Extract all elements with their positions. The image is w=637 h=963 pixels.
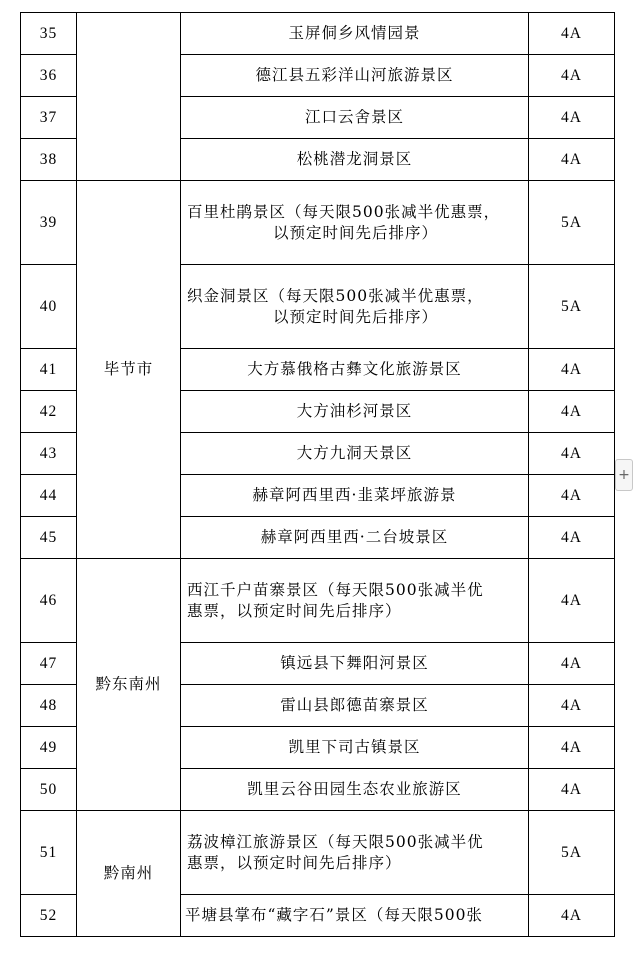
scenic-level: 4A xyxy=(529,727,615,769)
scenic-level: 4A xyxy=(529,475,615,517)
scenic-name xyxy=(181,811,529,895)
scenic-name: 玉屏侗乡风情园景 xyxy=(181,13,529,55)
row-number: 38 xyxy=(21,139,77,181)
row-number: 50 xyxy=(21,769,77,811)
scenic-name-line1: 百里杜鹃景区（每天限500张减半优惠票， xyxy=(187,202,501,221)
scenic-name-line2: 以预定时间先后排序） xyxy=(272,223,438,242)
scenic-level: 4A xyxy=(529,55,615,97)
scenic-name: 雷山县郎德苗寨景区 xyxy=(181,685,529,727)
scenic-name-line1: 荔波樟江旅游景区（每天限500张减半优 xyxy=(187,832,484,851)
row-number: 35 xyxy=(21,13,77,55)
city-cell-prev xyxy=(77,13,181,181)
row-number: 51 xyxy=(21,811,77,895)
row-number: 45 xyxy=(21,517,77,559)
table-row xyxy=(21,181,615,265)
row-number: 37 xyxy=(21,97,77,139)
scenic-name: 赫章阿西里西·韭菜坪旅游景 xyxy=(181,475,529,517)
scenic-spot-table xyxy=(20,12,615,937)
row-number: 52 xyxy=(21,895,77,937)
scenic-level: 4A xyxy=(529,139,615,181)
table-row xyxy=(21,811,615,895)
scenic-level: 4A xyxy=(529,559,615,643)
scenic-level: 4A xyxy=(529,349,615,391)
scenic-level: 4A xyxy=(529,433,615,475)
scenic-name-line2: 惠票，以预定时间先后排序） xyxy=(187,601,402,620)
scenic-name-line2: 惠票，以预定时间先后排序） xyxy=(187,853,402,872)
scenic-name xyxy=(181,265,529,349)
scenic-name xyxy=(181,181,529,265)
scenic-level: 4A xyxy=(529,97,615,139)
scenic-level: 4A xyxy=(529,685,615,727)
row-number: 43 xyxy=(21,433,77,475)
row-number: 40 xyxy=(21,265,77,349)
table-row xyxy=(21,13,615,55)
row-number: 42 xyxy=(21,391,77,433)
city-cell-bijie: 毕节市 xyxy=(77,181,181,559)
scenic-name-line1: 织金洞景区（每天限500张减半优惠票， xyxy=(187,286,484,305)
scenic-name-line2: 以预定时间先后排序） xyxy=(272,307,438,326)
row-number: 46 xyxy=(21,559,77,643)
scenic-name: 大方慕俄格古彝文化旅游景区 xyxy=(181,349,529,391)
scenic-name-line1: 西江千户苗寨景区（每天限500张减半优 xyxy=(187,580,484,599)
row-number: 44 xyxy=(21,475,77,517)
row-number: 47 xyxy=(21,643,77,685)
scenic-level: 4A xyxy=(529,13,615,55)
scenic-level: 5A xyxy=(529,181,615,265)
scenic-level: 5A xyxy=(529,811,615,895)
scenic-name: 大方油杉河景区 xyxy=(181,391,529,433)
row-number: 41 xyxy=(21,349,77,391)
row-number: 49 xyxy=(21,727,77,769)
scenic-level: 4A xyxy=(529,517,615,559)
scenic-name xyxy=(181,559,529,643)
sidebar-expand-button[interactable]: + xyxy=(615,459,633,491)
scenic-name: 镇远县下舞阳河景区 xyxy=(181,643,529,685)
scenic-name: 赫章阿西里西·二台坡景区 xyxy=(181,517,529,559)
city-cell-qiannan: 黔南州 xyxy=(77,811,181,937)
scenic-name: 德江县五彩洋山河旅游景区 xyxy=(181,55,529,97)
scenic-level: 4A xyxy=(529,895,615,937)
scenic-level: 4A xyxy=(529,643,615,685)
scenic-level: 4A xyxy=(529,769,615,811)
scenic-name: 江口云舍景区 xyxy=(181,97,529,139)
scenic-name: 大方九洞天景区 xyxy=(181,433,529,475)
scenic-name: 凯里云谷田园生态农业旅游区 xyxy=(181,769,529,811)
row-number: 48 xyxy=(21,685,77,727)
scenic-level: 4A xyxy=(529,391,615,433)
scenic-name: 凯里下司古镇景区 xyxy=(181,727,529,769)
scenic-level: 5A xyxy=(529,265,615,349)
row-number: 36 xyxy=(21,55,77,97)
row-number: 39 xyxy=(21,181,77,265)
table-row xyxy=(21,559,615,643)
scenic-name: 平塘县掌布“藏字石”景区（每天限500张 xyxy=(181,895,529,937)
scenic-name: 松桃潜龙洞景区 xyxy=(181,139,529,181)
city-cell-qiandongnan: 黔东南州 xyxy=(77,559,181,811)
